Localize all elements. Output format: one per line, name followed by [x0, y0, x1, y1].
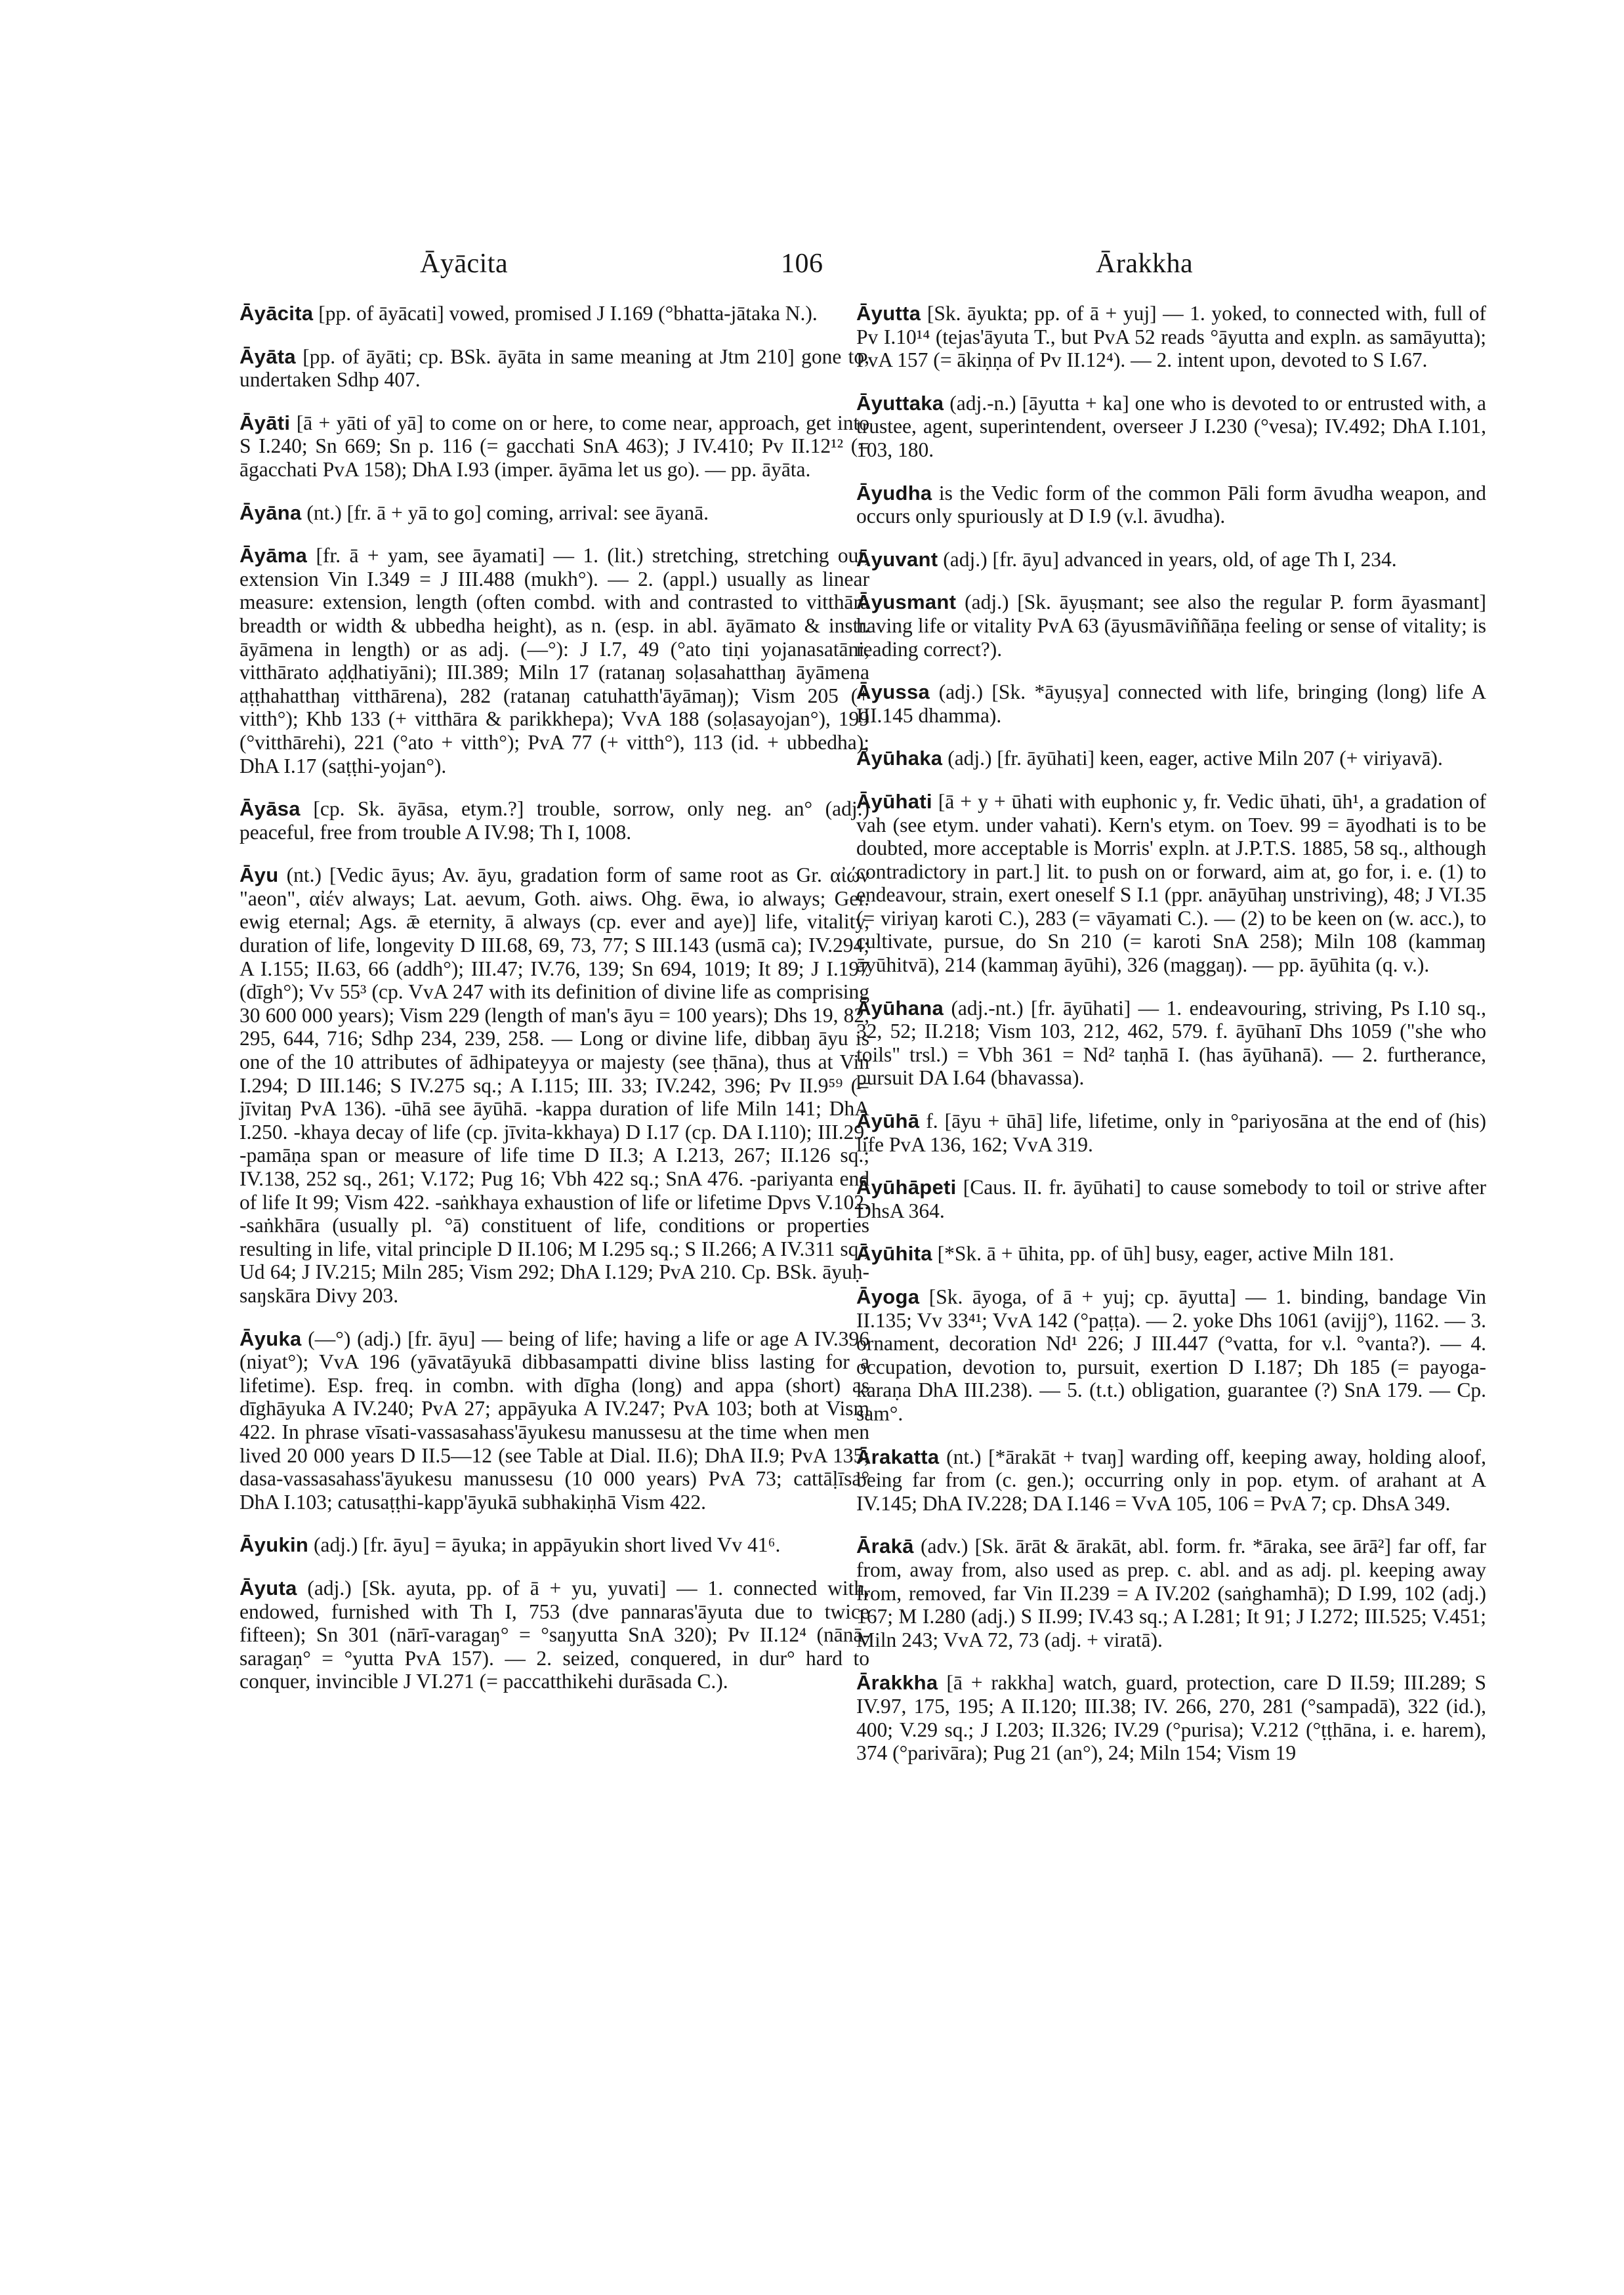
dictionary-entry	[856, 482, 1486, 528]
entry-text: (adj.) [Sk. ayuta, pp. of ā + yu, yuvati] — 1. connected with, endowed, furnished with Th I, 753 (dve pannaras'āyuta due to twice fifteen); Sn 301 (nārī-varagaŋ° = °saŋyutta SnA 320); Pv II.12⁴ (nānā-saragaṇ° = °yutta PvA 157). — 2. seized, conquered, in dur° hard to conquer, invincible J VI.271 (= paccatthikehi durāsada C.).	[239, 1576, 870, 1693]
headword: Āyūhā	[856, 1109, 920, 1133]
dictionary-entry	[856, 1109, 1486, 1156]
headword: Āyāma	[239, 544, 308, 568]
entry-text: [fr. ā + yam, see āyamati] — 1. (lit.) stretching, stretching out, extension Vin I.349 = J III.488 (mukh°). — 2. (appl.) usually as linear measure: extension, length (often combd. with and contrasted to vitthāra breadth or width & ubbedha height), as n. (esp. in abl. āyāmato & instr. āyāmena in length) or as adj. (—°): J I.7, 49 (°ato tiṇi yojanasatāni, vitthārato aḍḍhatiyāni); III.389; Miln 17 (ratanaŋ soḷasahatthaŋ āyāmena aṭṭhahatthaŋ vitthārena), 282 (ratanaŋ catuhatth'āyāmaŋ); Vism 205 (+ vitth°); Khb 133 (+ vitthāra & parikkhepa); VvA 188 (soḷasayojan°), 199 (°vitthārehi), 221 (°ato + vitth°); PvA 77 (+ vitth°), 113 (id. + ubbedha); DhA I.17 (saṭṭhi-yojan°).	[239, 544, 869, 777]
entry-text: [pp. of āyācati] vowed, promised J I.169 (°bhatta-jātaka N.).	[318, 302, 818, 325]
dictionary-entry	[239, 501, 869, 525]
dictionary-entry	[239, 345, 869, 392]
entry-text: is the Vedic form of the common Pāli form āvudha weapon, and occurs only spuriously at D I.9 (v.l. āvudha).	[856, 481, 1486, 528]
running-head-last-word: Ārakkha	[1096, 249, 1194, 279]
dictionary-entry	[856, 392, 1486, 462]
headword: Ārakatta	[856, 1445, 940, 1468]
headword: Āyudha	[856, 481, 932, 505]
headword: Āyukin	[239, 1533, 309, 1557]
headword: Āyūhana	[856, 996, 944, 1020]
running-head-first-word: Āyācita	[420, 249, 509, 279]
running-head	[0, 248, 1624, 287]
entry-text: (—°) (adj.) [fr. āyu] — being of life; having a life or age A IV.396 (niyat°); VvA 196 (yāvatāyukā dibbasampatti divine bliss lasting for a lifetime). Esp. freq. in combn. with dīgha (long) and appa (short) as dīghāyuka A IV.240; PvA 27; appāyuka A IV.247; PvA 103; both at Vism 422. In phrase vīsati-vassasahass'āyukesu manussesu at the time when men lived 20 000 years D II.5—12 (see Table at Dial. II.6); DhA II.9; PvA 135; dasa-vassasahass'āyukesu manussesu (10 000 years) PvA 73; cattāḷīsa° DhA I.103; catusaṭṭhi-kapp'āyukā subhakiṇhā Vism 422.	[239, 1327, 870, 1514]
entry-text: [Sk. āyoga, of ā + yuj; cp. āyutta] — 1. binding, bandage Vin II.135; Vv 33⁴¹; VvA 142 (°paṭṭa). — 2. yoke Dhs 1061 (avijj°), 1162. — 3. ornament, decoration Nd¹ 226; J III.447 (°vatta, for v.l. °vanta?). — 4. occupation, devotion to, pursuit, exertion D I.187; Dh 185 (= payoga-karaṇa DhA III.238). — 5. (t.t.) obligation, guarantee (?) SnA 179. — Cp. sam°.	[856, 1285, 1487, 1425]
dictionary-entry	[239, 544, 869, 777]
entry-text: [ā + y + ūhati with euphonic y, fr. Vedic ūhati, ūh¹, a gradation of vah (see etym. under vahati). Kern's etym. on Toev. 99 = āyodhati is to be doubted, more acceptable is Morris' expln. at J.P.T.S. 1885, 58 sq., although contradictory in part.] lit. to push on or forward, aim at, go for, i. e. (1) to endeavour, strain, exert oneself S I.1 (ppr. anāyūhaŋ unstriving), 48; J VI.35 (= viriyaŋ karoti C.), 283 (= vāyamati C.). — (2) to be keen on (w. acc.), to cultivate, pursue, do Sn 210 (= karoti SnA 258); Miln 108 (kammaŋ āyūhitvā), 214 (kammaŋ āyūhi), 326 (maggaŋ). — pp. āyūhita (q. v.).	[856, 789, 1487, 977]
headword: Āyūhita	[856, 1242, 932, 1266]
dictionary-entry	[239, 411, 869, 482]
headword: Āyoga	[856, 1285, 920, 1308]
dictionary-entry	[856, 1242, 1486, 1266]
dictionary-entry	[856, 1176, 1486, 1222]
right-column	[856, 302, 1486, 1785]
dictionary-entry	[856, 680, 1486, 727]
headword: Āyuka	[239, 1327, 302, 1350]
entry-text: [Caus. II. fr. āyūhati] to cause somebody to toil or strive after DhsA 364.	[856, 1176, 1486, 1222]
entry-text: (nt.) [Vedic āyus; Av. āyu, gradation form of same root as Gr. αἰών "aeon", αἰέν always; Lat. aevum, Goth. aiws. Ohg. ēwa, io always; Ger. ewig eternal; Ags. ǣ eternity, ā always (cp. ever and aye)] life, vitality, duration of life, longevity D III.68, 69, 73, 77; S III.143 (usmā ca); IV.294; A I.155; II.63, 66 (addh°); III.47; IV.76, 139; Sn 694, 1019; It 89; J I.197 (dīgh°); Vv 55³ (cp. VvA 247 with its definition of divine life as comprising 30 600 000 years); Vism 229 (length of man's āyu = 100 years); Dhs 19, 82, 295, 644, 716; Sdhp 234, 239, 258. — Long or divine life, dibbaŋ āyu is one of the 10 attributes of ādhipateyya or majesty (see ṭhāna), thus at Vin I.294; D III.146; S IV.275 sq.; A I.115; III. 33; IV.242, 396; Pv II.9⁵⁹ (= jīvitaŋ PvA 136). -ūhā see āyūhā. -kappa duration of life Miln 141; DhA I.250. -khaya decay of life (cp. jīvita-kkhaya) D I.17 (cp. DA I.110); III.29. -pamāṇa span or measure of life time D II.3; A I.213, 267; II.126 sq.; IV.138, 252 sq., 261; V.172; Pug 16; Vbh 422 sq.; SnA 476. -pariyanta end of life It 99; Vism 422. -saṅkhaya exhaustion of life or lifetime Dpvs V.102. -saṅkhāra (usually pl. °ā) constituent of life, conditions or properties resulting in life, vital principle D II.106; M I.295 sq.; S II.266; A IV.311 sq.; Ud 64; J IV.215; Miln 285; Vism 292; DhA I.129; PvA 210. Cp. BSk. āyuḥ-saŋskāra Divy 203.	[239, 863, 869, 1307]
dictionary-entry	[856, 302, 1486, 372]
dictionary-entry	[239, 797, 869, 844]
dictionary-entry	[239, 1533, 869, 1557]
entry-text: [cp. Sk. āyāsa, etym.?] trouble, sorrow, only neg. an° (adj.) peaceful, free from trouble A IV.98; Th I, 1008.	[239, 797, 869, 844]
entry-text: (nt.) [*ārakāt + tvaŋ] warding off, keeping away, holding aloof, being far from (c. gen.); occurring only in pop. etym. of arahant at A IV.145; DhA IV.228; DA I.146 = VvA 105, 106 = PvA 7; cp. DhsA 349.	[856, 1445, 1486, 1515]
entry-text: (adj.-nt.) [fr. āyūhati] — 1. endeavouring, striving, Ps I.10 sq., 32, 52; II.218; Vism 103, 212, 462, 579. f. āyūhanī Dhs 1059 ("she who toils" trsl.) = Vbh 361 = Nd² taṇhā I. (has āyūhanā). — 2. furtherance, pursuit DA I.64 (bhavassa).	[856, 996, 1487, 1090]
headword: Ārakkha	[856, 1671, 938, 1695]
entry-text: (adv.) [Sk. ārāt & ārakāt, abl. form. fr. *āraka, see ārā²] far off, far from, away from, also used as prep. c. abl. and as adj. pl. keeping away from, removed, far Vin II.239 = A IV.202 (saṅghamhā); D I.99, 102 (adj.) 167; M I.280 (adj.) S II.99; IV.43 sq.; A I.281; It 91; J I.272; III.525; V.451; Miln 243; VvA 72, 73 (adj. + viratā).	[856, 1535, 1486, 1651]
dictionary-entry	[239, 1327, 869, 1514]
entry-text: [ā + rakkha] watch, guard, protection, care D II.59; III.289; S IV.97, 175, 195; A II.120; III.38; IV. 266, 270, 281 (°sampadā), 322 (id.), 400; V.29 sq.; J I.203; II.326; IV.29 (°purisa); V.212 (°ṭṭhāna, i. e. harem), 374 (°parivāra); Pug 21 (an°), 24; Miln 154; Vism 19	[856, 1671, 1486, 1765]
entry-text: (nt.) [fr. ā + yā to go] coming, arrival: see āyanā.	[306, 501, 709, 524]
dictionary-entry	[239, 863, 869, 1307]
headword: Āyuttaka	[856, 391, 944, 415]
headword: Āyūhaka	[856, 747, 943, 770]
headword: Āyutta	[856, 302, 921, 325]
entry-text: [*Sk. ā + ūhita, pp. of ūh] busy, eager, active Miln 181.	[937, 1242, 1394, 1266]
dictionary-entry	[239, 302, 869, 325]
dictionary-entry	[856, 1285, 1486, 1426]
headword: Āyāti	[239, 411, 291, 434]
headword: Āyāsa	[239, 797, 301, 821]
dictionary-entry	[856, 997, 1486, 1090]
entry-text: (adj.) [Sk. *āyuṣya] connected with life, bringing (long) life A III.145 dhamma).	[856, 680, 1486, 727]
headword: Āyūhāpeti	[856, 1176, 957, 1199]
headword: Āyāna	[239, 501, 302, 524]
headword: Āyācita	[239, 302, 314, 325]
entry-text: (adj.) [fr. āyūhati] keen, eager, active Miln 207 (+ viriyavā).	[947, 747, 1443, 770]
dictionary-entry	[856, 590, 1486, 661]
entry-text: (adj.) [Sk. āyuṣmant; see also the regular P. form āyasmant] having life or vitality PvA 63 (āyusmāviññāṇa feeling or sense of vitality; is reading correct?).	[856, 590, 1487, 661]
entry-text: (adj.) [fr. āyu] = āyuka; in appāyukin short lived Vv 41⁶.	[314, 1533, 781, 1557]
left-column	[239, 302, 869, 1713]
entry-text: (adj.) [fr. āyu] advanced in years, old, of age Th I, 234.	[943, 547, 1397, 571]
entry-text: f. [āyu + ūhā] life, lifetime, only in °pariyosāna at the end of (his) life PvA 136, 162; VvA 319.	[856, 1109, 1486, 1156]
entry-text: [Sk. āyukta; pp. of ā + yuj] — 1. yoked, to connected with, full of Pv I.10¹⁴ (tejas'āyuta T., but PvA 52 reads °āyutta and expln. as samāyutta); PvA 157 (= ākiṇṇa of Pv II.12⁴). — 2. intent upon, devoted to S I.67.	[856, 302, 1486, 372]
dictionary-entry	[856, 747, 1486, 770]
headword: Āyāta	[239, 344, 296, 368]
headword: Āyuvant	[856, 547, 938, 571]
headword: Āyuta	[239, 1576, 297, 1600]
dictionary-entry	[856, 1445, 1486, 1516]
entry-text: (adj.-n.) [āyutta + ka] one who is devoted to or entrusted with, a trustee, agent, superintendent, overseer J I.230 (°vesa); IV.492; DhA I.101, 103, 180.	[856, 391, 1486, 461]
headword: Ārakā	[856, 1535, 914, 1558]
entry-text: [ā + yāti of yā] to come on or here, to come near, approach, get into S I.240; Sn 669; Sn p. 116 (= gacchati SnA 463); J IV.410; Pv II.12¹² (= āgacchati PvA 158); DhA I.93 (imper. āyāma let us go). — pp. āyāta.	[239, 411, 870, 481]
dictionary-entry	[856, 548, 1486, 571]
entry-text: [pp. of āyāti; cp. BSk. āyāta in same meaning at Jtm 210] gone to, undertaken Sdhp 407.	[239, 344, 870, 392]
headword: Āyūhati	[856, 789, 932, 813]
dictionary-entry	[856, 1535, 1486, 1651]
dictionary-entry	[856, 1671, 1486, 1764]
headword: Āyusmant	[856, 590, 957, 614]
headword: Āyu	[239, 863, 279, 887]
headword: Āyussa	[856, 680, 930, 704]
dictionary-entry	[856, 790, 1486, 977]
page-number: 106	[781, 249, 823, 279]
dictionary-entry	[239, 1577, 869, 1693]
